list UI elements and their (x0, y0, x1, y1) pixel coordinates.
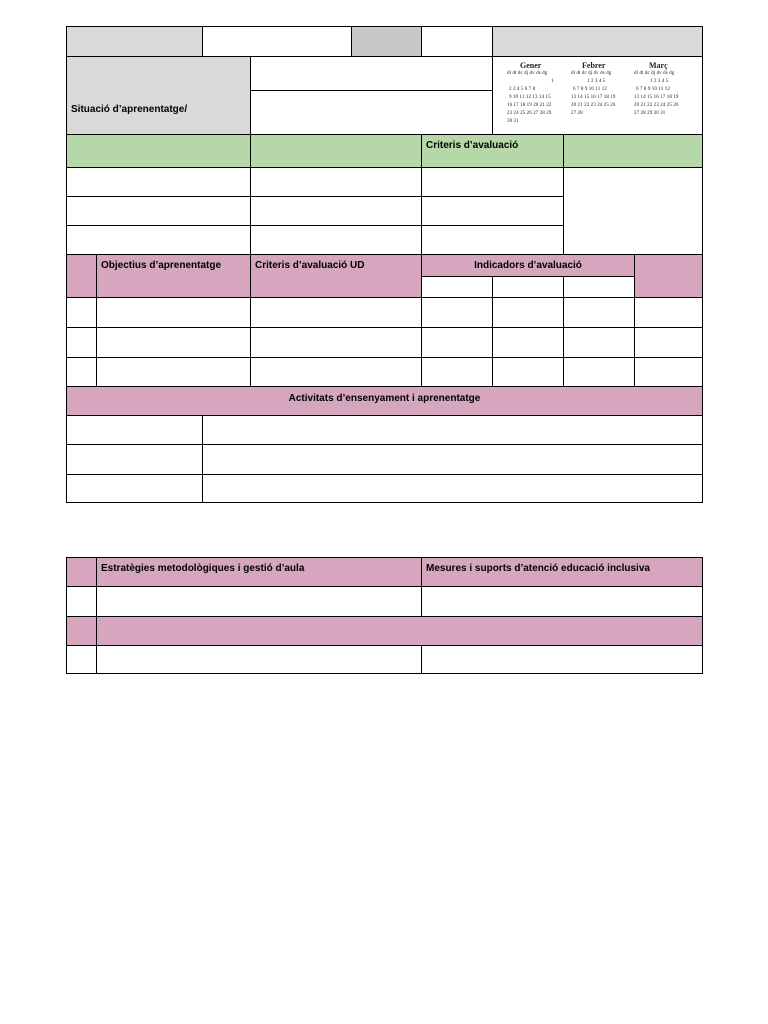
criteris-avaluacio-header (421, 134, 564, 168)
s2-row2-criteri[interactable] (250, 327, 422, 358)
indicadors-label: Indicadors d’avaluació (474, 260, 582, 271)
week-row: 20 21 22 23 24 25 26 (571, 103, 616, 108)
estrategies-label: Estratègies metodològiques i gestió d’aula (101, 563, 305, 574)
activitats-header (66, 386, 703, 416)
mesures-header (421, 557, 703, 587)
month-name: Març (649, 61, 668, 70)
activitat-row1-label[interactable] (66, 415, 203, 445)
s1-row2-col1[interactable] (66, 196, 251, 226)
week-row: 13 14 15 16 17 18 19 (571, 95, 616, 100)
t2-row2-mesura[interactable] (421, 645, 703, 674)
s1-row3-col2[interactable] (250, 225, 422, 255)
activitat-row2-label[interactable] (66, 444, 203, 475)
week-row: 1 2 3 4 5 (587, 79, 606, 84)
s2-row3-ind2[interactable] (492, 357, 564, 387)
week-row: 6 7 8 9 10 11 12 (573, 87, 607, 92)
t2-pink-row-num (66, 616, 97, 646)
s2-row1-num[interactable] (66, 297, 97, 328)
s2-row3-objectiu[interactable] (96, 357, 251, 387)
s2-row1-ind2[interactable] (492, 297, 564, 328)
header-cell-2[interactable] (202, 26, 352, 57)
s2-row2-num[interactable] (66, 327, 97, 358)
s2-num-header (66, 254, 97, 298)
situacio-subtitle-field[interactable] (250, 90, 493, 135)
situacio-cell (66, 56, 251, 135)
weekdays-row: dl dt dc dj dv ds dg (571, 71, 612, 76)
s1-row2-col2[interactable] (250, 196, 422, 226)
situacio-label: Situació d’aprenentatge/ (71, 104, 188, 115)
criteris-ud-header (250, 254, 422, 298)
t2-row2-num[interactable] (66, 645, 97, 674)
week-row: 13 14 15 16 17 18 19 (634, 95, 679, 100)
t2-num-header (66, 557, 97, 587)
s2-row1-last[interactable] (634, 297, 703, 328)
indicador-subheader-1[interactable] (421, 276, 493, 298)
s2-row3-ind1[interactable] (421, 357, 493, 387)
week-row: 20 21 22 23 24 25 26 (634, 103, 679, 108)
green-header-cell-2 (250, 134, 422, 168)
criteris-avaluacio-label: Criteris d’avaluació (426, 140, 519, 151)
s1-row3-col3[interactable] (421, 225, 564, 255)
indicadors-header (421, 254, 635, 277)
week-row: 30 31 (507, 119, 519, 124)
s1-row2-col3[interactable] (421, 196, 564, 226)
t2-row1-mesura[interactable] (421, 586, 703, 617)
header-cell-5 (492, 26, 703, 57)
objectius-header (96, 254, 251, 298)
t2-row1-num[interactable] (66, 586, 97, 617)
green-header-cell-4 (563, 134, 703, 168)
green-header-cell-1 (66, 134, 251, 168)
week-row: 1 2 3 4 5 (650, 79, 669, 84)
month-name: Febrer (582, 61, 606, 70)
s2-row1-objectiu[interactable] (96, 297, 251, 328)
s2-row1-ind3[interactable] (563, 297, 635, 328)
s2-row3-ind3[interactable] (563, 357, 635, 387)
activitat-row2-desc[interactable] (202, 444, 703, 475)
s2-row3-last[interactable] (634, 357, 703, 387)
s2-row3-num[interactable] (66, 357, 97, 387)
week-row: 27 28 29 30 31 (634, 111, 666, 116)
t2-pink-row-merged (96, 616, 703, 646)
s1-row1-col1[interactable] (66, 167, 251, 197)
criteris-ud-label: Criteris d’avaluació UD (255, 260, 365, 271)
objectius-label: Objectius d’aprenentatge (101, 260, 222, 271)
s2-row2-ind1[interactable] (421, 327, 493, 358)
s2-last-header (634, 254, 703, 298)
s2-row2-last[interactable] (634, 327, 703, 358)
activitats-title: Activitats d’ensenyament i aprenentatge (288, 393, 481, 404)
week-row: 16 17 18 19 20 21 22 (507, 103, 552, 108)
week-row: 6 7 8 9 10 11 12 (636, 87, 670, 92)
mesures-label: Mesures i suports d’atenció educació inclusiva (426, 563, 650, 574)
week-row: 2 3 4 5 6 7 8 (509, 87, 536, 92)
estrategies-header (96, 557, 422, 587)
t2-row2-estrategia[interactable] (96, 645, 422, 674)
s1-row1-col2[interactable] (250, 167, 422, 197)
weekdays-row: dl dt dc dj dv ds dg (634, 71, 675, 76)
situacio-title-field[interactable] (250, 56, 493, 91)
activitat-row3-desc[interactable] (202, 474, 703, 503)
activitat-row1-desc[interactable] (202, 415, 703, 445)
t2-row1-estrategia[interactable] (96, 586, 422, 617)
week-row: 9 10 11 12 13 14 15 (509, 95, 551, 100)
s1-row3-col1[interactable] (66, 225, 251, 255)
header-cell-1 (66, 26, 203, 57)
header-cell-3 (351, 26, 422, 57)
s2-row1-ind1[interactable] (421, 297, 493, 328)
indicador-subheader-2[interactable] (492, 276, 564, 298)
header-cell-4[interactable] (421, 26, 493, 57)
indicador-subheader-3[interactable] (563, 276, 635, 298)
s2-row3-criteri[interactable] (250, 357, 422, 387)
weekdays-row: dl dt dc dj dv ds dg (507, 71, 548, 76)
s2-row2-ind2[interactable] (492, 327, 564, 358)
activitat-row3-label[interactable] (66, 474, 203, 503)
calendar-cell (492, 56, 703, 135)
s1-row1-col3[interactable] (421, 167, 564, 197)
month-name: Gener (520, 61, 542, 70)
s1-merged-col4[interactable] (563, 167, 703, 255)
week-row: 1 (551, 79, 554, 84)
s2-row1-criteri[interactable] (250, 297, 422, 328)
week-row: 23 24 25 26 27 28 29 (507, 111, 552, 116)
week-row: 27 28 (571, 111, 583, 116)
s2-row2-ind3[interactable] (563, 327, 635, 358)
s2-row2-objectiu[interactable] (96, 327, 251, 358)
